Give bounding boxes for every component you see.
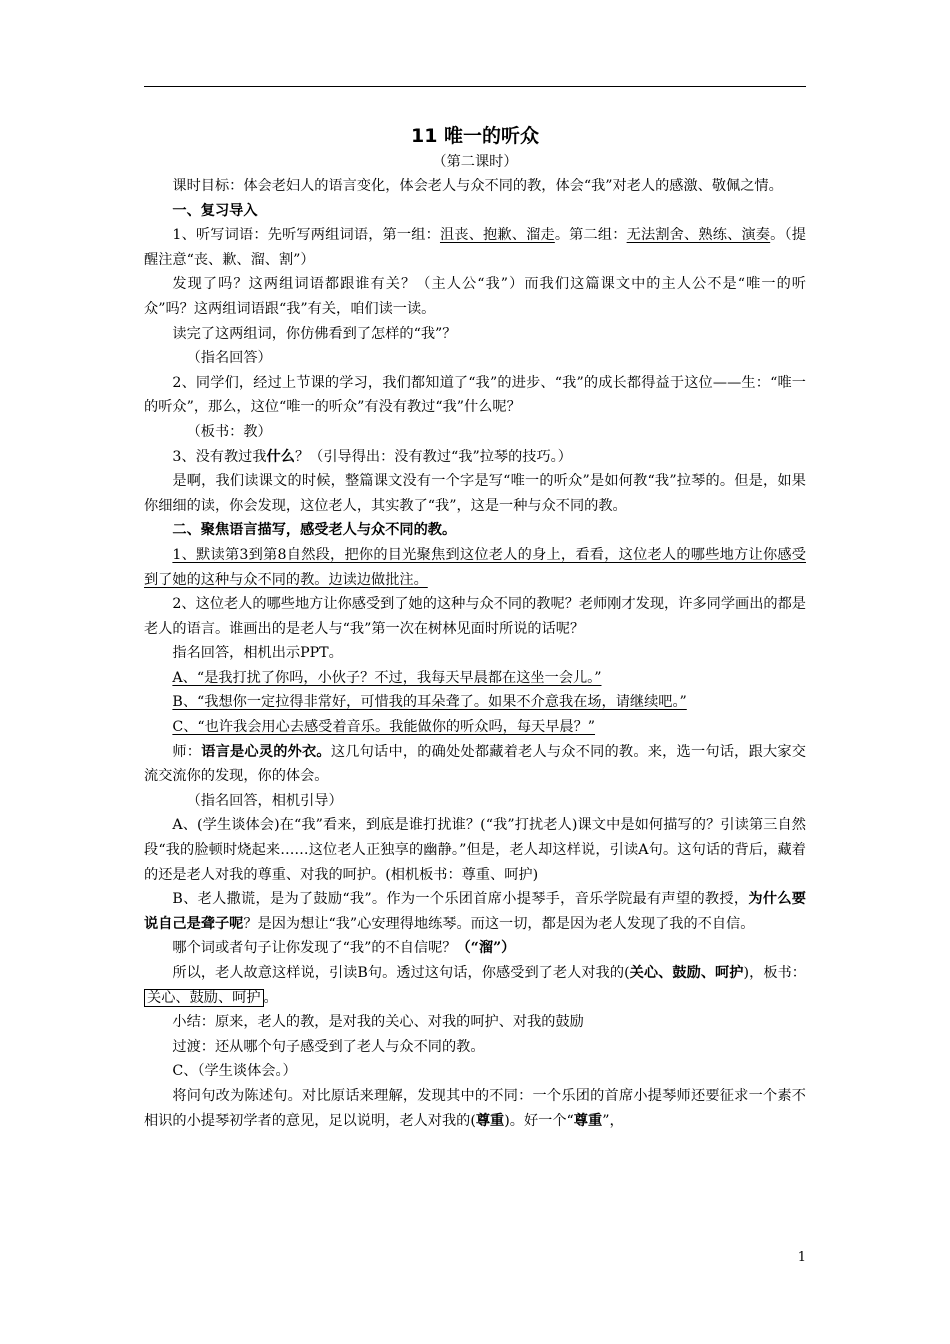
paragraph: （指名回答） xyxy=(186,350,272,367)
text: )。好一个“ xyxy=(504,1112,574,1129)
paragraph: 发现了吗？这两组词语都跟谁有关？（主人公“我”）而我们这篇课文中的主人公不是“唯一的听众”吗？这两组词语跟“我”有关，咱们读一读。 xyxy=(144,276,806,317)
text: 这几句话中，的确处处都藏着老人与众不同的教。来，选一句话，跟大家交流交流你的发现，你的体会。 xyxy=(144,743,806,785)
page-number: 1 xyxy=(797,1250,806,1265)
bold-text: 什么 xyxy=(266,448,295,465)
paragraph xyxy=(144,445,806,470)
text: 师： xyxy=(172,743,202,760)
underlined-text: C、“也许我会用心去感受着音乐。我能做你的听众吗，每天早晨？” xyxy=(172,719,596,736)
text: ？是因为想让“我”心安理得地练琴。而这一切，都是因为老人发现了我的不自信。 xyxy=(243,915,755,932)
text: 。（提醒注意“丧、歉、溜、割”） xyxy=(144,227,806,268)
bold-text: 为什么要说自己是聋子呢 xyxy=(144,891,806,932)
paragraph xyxy=(144,740,806,789)
underlined-text: A、“是我打扰了你吗，小伙子？不过，我每天早晨都在这坐一会儿。” xyxy=(172,669,602,686)
bold-text: 关心、鼓励、呵护 xyxy=(629,965,744,981)
text: 。第二组： xyxy=(554,227,627,244)
text: 1、听写词语：先听写两组词语，第一组： xyxy=(172,227,440,244)
paragraph: 读完了这两组词，你仿佛看到了怎样的“我”？ xyxy=(172,325,457,342)
paragraph: 小结：原来，老人的教，是对我的关心、对我的呵护、对我的鼓励 xyxy=(172,1014,584,1031)
section-heading-review: 一、复习导入 xyxy=(172,202,258,219)
text: ？（引导得出：没有教过“我”拉琴的技巧。） xyxy=(294,448,572,465)
paragraph: 2、这位老人的哪些地方让你感受到了她的这种与众不同的教呢？老师刚才发现，许多同学画出的都是老人的语言。谁画出的是老人与“我”第一次在树林见面时所说的话呢？ xyxy=(144,596,806,637)
header-rule xyxy=(144,86,806,87)
word-group-2: 无法割舍、熟练、演奏 xyxy=(626,227,771,244)
section-heading-focus: 二、聚焦语言描写，感受老人与众不同的教。 xyxy=(172,522,457,539)
text: 3、没有教过我 xyxy=(172,448,267,465)
underlined-text: 1、默读第3到第8自然段，把你的目光聚焦到这位老人的身上，看看，这位老人的哪些地方让你感受到了她的这种与众不同的教。边读边做批注。 xyxy=(144,546,806,588)
paragraph xyxy=(144,961,806,1010)
paragraph xyxy=(144,887,806,936)
bold-text: 语言是心灵的外衣。 xyxy=(201,743,331,760)
paragraph: C、（学生谈体会。） xyxy=(172,1063,297,1080)
paragraph xyxy=(144,223,806,272)
document-page xyxy=(144,120,806,1133)
boxed-text: 关心、鼓励、呵护 xyxy=(144,989,264,1007)
paragraph: 指名回答，相机出示PPT。 xyxy=(172,645,343,662)
quote-c xyxy=(144,715,806,740)
paragraph: （指名回答，相机引导） xyxy=(186,792,343,809)
text: B、老人撒谎，是为了鼓励“我”。作为一个乐团首席小提琴手，音乐学院最有声望的教授， xyxy=(172,891,749,908)
bold-text: 尊重 xyxy=(573,1112,603,1129)
text: 哪个词或者句子让你发现了“我”的不自信呢？ xyxy=(172,940,457,957)
paragraph: 是啊，我们读课文的时候，整篇课文没有一个字是写“唯一的听众”是如何教“我”拉琴的。但是，如果你细细的读，你会发现，这位老人，其实教了“我”，这是一种与众不同的教。 xyxy=(144,473,806,514)
paragraph: A、(学生谈体会)在“我”看来，到底是谁打扰谁？(“我”打扰老人)课文中是如何描写的？引读第三自然段“我的脸顿时烧起来……这位老人正独享的幽静。”但是，老人却这样说，引读A句。这句话的背后，藏着的还是老人对我的尊重、对我的呵护。(相机板书：尊重、呵护) xyxy=(144,817,806,883)
paragraph xyxy=(144,936,806,961)
word-group-1: 沮丧、抱歉、溜走 xyxy=(439,227,555,244)
paragraph: 过渡：还从哪个句子感受到了老人与众不同的教。 xyxy=(172,1038,485,1055)
lesson-objective: 课时目标：体会老妇人的语言变化，体会老人与众不同的教，体会“我”对老人的感激、敬佩之情。 xyxy=(172,178,783,194)
page-title: 11 唯一的听众 xyxy=(410,125,540,147)
paragraph xyxy=(144,1084,806,1133)
page-subtitle: （第二课时） xyxy=(432,154,518,170)
text: 将问句改为陈述句。对比原话来理解，发现其中的不同：一个乐团的首席小提琴师还要征求一个素不相识的小提琴初学者的意见，足以说明，老人对我的( xyxy=(144,1087,806,1129)
paragraph: 2、同学们，经过上节课的学习，我们都知道了“我”的进步、“我”的成长都得益于这位——生：“唯一的听众”，那么，这位“唯一的听众”有没有教过“我”什么呢？ xyxy=(144,374,806,416)
text: ”， xyxy=(602,1112,624,1129)
bold-text: 尊重 xyxy=(475,1112,505,1129)
text: )，板书： xyxy=(743,965,806,981)
underlined-text: B、“我想你一定拉得非常好，可惜我的耳朵聋了。如果不介意我在场，请继续吧。” xyxy=(172,694,687,711)
paragraph xyxy=(144,543,806,592)
bold-text: （“溜”） xyxy=(456,940,516,957)
text: 所以，老人故意这样说，引读B句。透过这句话，你感受到了老人对我的( xyxy=(172,965,630,981)
paragraph: （板书：教） xyxy=(186,423,272,440)
text: 。 xyxy=(263,989,278,1006)
quote-a xyxy=(144,666,806,691)
quote-b xyxy=(144,690,806,715)
